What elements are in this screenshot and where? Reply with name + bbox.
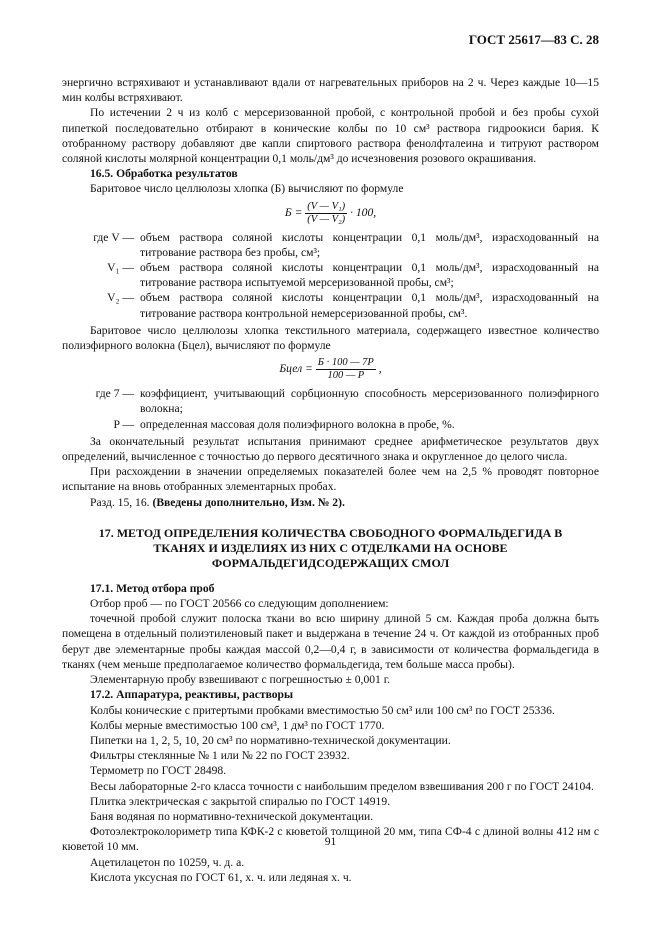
list-item: Пипетки на 1, 2, 5, 10, 20 см³ по нормативно-технической документации. [90,733,451,747]
formula-rhs: · 100, [350,205,377,219]
definitions-list [62,230,599,321]
list-item: Весы лабораторные 2-го класса точности с наибольшим пределом взвешивания 200 г по ГОСТ 24104. [90,779,594,793]
definition-text: определенная массовая доля полиэфирного волокна в пробе, %. [140,417,455,431]
formula-denominator: (V — V₂) [307,213,346,225]
formula-numerator: Б · 100 — 7P [317,357,374,369]
page-header: ГОСТ 25617—83 С. 28 [468,32,599,47]
formula-barite-cellulose [62,357,599,382]
amendment-sections: Разд. 15, 16. [90,495,150,509]
amendment-note [62,495,599,510]
paragraph: Баритовое число целлюлозы хлопка текстильного материала, содержащего известное количество полиэфирного волокна (Бцел), вычисляют по формуле [62,323,599,353]
definition-label: где V — [93,230,134,244]
paragraph: За окончательный результат испытания принимают среднее арифметическое результатов двух определений, вычисленное с точностью до первого десятичного знака и округленное до целого числа. [62,434,599,464]
formula-rhs: , [378,362,382,376]
paragraph: Отбор проб — по ГОСТ 20566 со следующим дополнением: [90,597,389,611]
list-item: Плитка электрическая с закрытой спиралью по ГОСТ 14919. [90,794,391,808]
amendment-text: (Введены дополнительно, Изм. № 2). [152,495,345,509]
paragraph: При расхождении в значении определяемых показателей более чем на 2,5 % проводят повторное испытание на вновь отобранных элементарных пробах. [62,465,599,494]
list-item: Колбы конические с притертыми пробками вместимостью 50 см³ или 100 см³ по ГОСТ 25336. [90,703,555,717]
definition-row [62,417,599,432]
subsection-heading: 17.2. Аппаратура, реактивы, растворы [90,688,294,702]
definition-text: коэффициент, учитывающий сорбционную способность мерсеризованного полиэфирного волокна; [140,387,599,416]
formula-lhs: Б = [284,205,303,219]
definition-label: P — [113,417,134,431]
definition-text: объем раствора соляной кислоты концентрации 0,1 моль/дм³, израсходованный на титрование раствора контрольной немерсеризованной пробы, см³. [140,291,599,320]
definition-text: объем раствора соляной кислоты концентрации 0,1 моль/дм³, израсходованный на титрование раствора испытуемой мерсеризованной пробы, см³; [140,261,599,290]
formula-lhs: Бцел = [279,362,313,376]
section-heading: 17. МЕТОД ОПРЕДЕЛЕНИЯ КОЛИЧЕСТВА СВОБОДНОГО ФОРМАЛЬДЕГИДА В ТКАНЯХ И ИЗДЕЛИЯХ ИЗ НИХ С ОТДЕЛКАМИ НА ОСНОВЕ ФОРМАЛЬДЕГИДСОДЕРЖАЩИХ СМОЛ [98,525,563,570]
definition-label: где 7 — [95,387,134,401]
subsection-heading: 17.1. Метод отбора проб [90,581,215,595]
paragraph: точечной пробой служит полоска ткани во всю ширину длиной 5 см. Каждая проба должна быть помещена в отдельный полиэтиленовый пакет и выдержана в течение 24 ч. От каждой из отобранных проб берут две элементарные пробы каждая массой 0,2—0,4 г, в зависимости от количества формальдегида в тканях (чем меньше предполагаемое количество формальдегида, тем больше масса пробы). [62,612,599,671]
definition-row [62,230,599,260]
paragraph: По истечении 2 ч из колб с мерсеризованной пробой, с контрольной пробой и без пробы сухой пипеткой последовательно отбирают в конические колбы по 10 см³ раствора гидроокиси бария. К отобранному раствору добавляют две капли спиртового раствора фенолфталеина и титруют раствором соляной кислоты молярной концентрации 0,1 моль/дм³ до исчезновения розового окрашивания. [62,106,599,166]
list-item: Колбы мерные вместимостью 100 см³, 1 дм³ по ГОСТ 1770. [90,718,385,732]
formula-barite-number [62,201,599,226]
paragraph: энергично встряхивают и устанавливают вдали от нагревательных приборов на 2 ч. Через каждые 10—15 мин колбы встряхивают. [62,76,599,105]
definition-label: V₁ — [107,261,134,275]
list-item: Баня водяная по нормативно-технической документации. [90,809,374,823]
definitions-list [62,386,599,432]
page-number: 91 [324,835,337,848]
definition-label: V₂ — [107,291,134,305]
formula-fraction [305,201,347,226]
formula-denominator: 100 — P [327,370,365,382]
page-content [62,75,599,885]
subsection-heading: 16.5. Обработка результатов [90,167,238,181]
definition-row [62,260,599,290]
paragraph: Элементарную пробу взвешивают с погрешностью ± 0,001 г. [90,673,391,687]
list-item: Фотоэлектроколориметр типа КФК-2 с кюветой толщиной 20 мм, типа СФ-4 с длиной волны 412 нм с кюветой 10 мм. [62,825,599,854]
list-item: Фильтры стеклянные № 1 или № 22 по ГОСТ 23932. [90,749,350,763]
definition-row [62,386,599,416]
list-item: Ацетилацетон по 10259, ч. д. а. [90,855,245,869]
formula-numerator: (V — V₁) [307,200,346,212]
definition-row [62,290,599,320]
definition-text: объем раствора соляной кислоты концентрации 0,1 моль/дм³, израсходованный на титрование раствора без пробы, см³; [140,230,599,259]
formula-fraction [316,357,376,382]
paragraph: Баритовое число целлюлозы хлопка (Б) вычисляют по формуле [90,182,404,196]
list-item: Кислота уксусная по ГОСТ 61, х. ч. или ледяная х. ч. [90,870,352,884]
list-item: Термометр по ГОСТ 28498. [90,764,227,778]
